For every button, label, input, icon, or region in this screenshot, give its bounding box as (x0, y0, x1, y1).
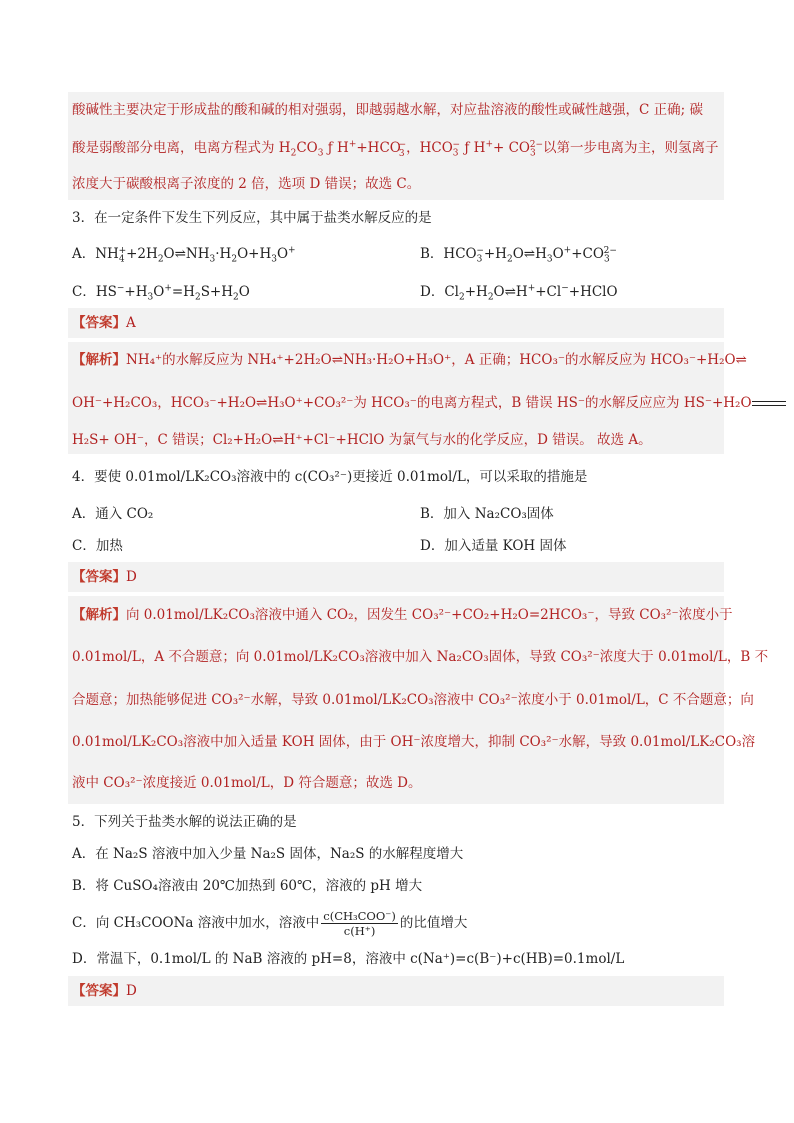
q5-stem: 5．下列关于盐类水解的说法正确的是 (72, 814, 297, 830)
q3-explanation-line-3: H₂S+ OH⁻，C 错误；Cl₂+H₂O⇌H⁺+Cl⁻+HClO 为氯气与水的化学反应，D 错误。 故选 A。 (72, 432, 652, 448)
equilibrium-arrow-icon (752, 399, 786, 408)
q4-option-b: B．加入 Na₂CO₃固体 (420, 506, 554, 522)
prev-explanation-line-3: 浓度大于碳酸根离子浓度的 2 倍，选项 D 错误；故选 C。 (72, 176, 421, 192)
q3-explanation-line-2: OH⁻+H₂CO₃，HCO₃⁻+H₂O⇌H₃O⁺+CO₃²⁻为 HCO₃⁻的电离方程式，B 错误 HS⁻的水解反应应为 HS⁻+H₂O (72, 393, 724, 413)
q5-option-b: B．将 CuSO₄溶液由 20℃加热到 60℃，溶液的 pH 增大 (72, 878, 423, 894)
q4-explanation-line-1: 【解析】向 0.01mol/LK₂CO₃溶液中通入 CO₂，因发生 CO₃²⁻+CO₂+H₂O=2HCO₃⁻，导致 CO₃²⁻浓度小于 (72, 607, 733, 623)
q5-option-a: A．在 Na₂S 溶液中加入少量 Na₂S 固体，Na₂S 的水解程度增大 (72, 846, 464, 862)
q5-option-c: C．向 CH₃COONa 溶液中加水，溶液中 $\frac{\text{c(CH₃COO⁻)}}{c(H^+)}$ 的比值增大 (72, 909, 468, 938)
q3-options-ab (72, 244, 724, 264)
answer-tag: 【答案】 (72, 983, 126, 999)
q4-option-d: D．加入适量 KOH 固体 (420, 538, 567, 554)
q4-explanation-line-3: 合题意；加热能够促进 CO₃²⁻水解，导致 0.01mol/LK₂CO₃溶液中 CO₃²⁻浓度小于 0.01mol/L，C 不合题意；向 (72, 692, 754, 708)
answer-tag: 【答案】 (72, 315, 126, 331)
answer-value: D (126, 983, 137, 999)
q3-stem: 3．在一定条件下发生下列反应，其中属于盐类水解反应的是 (72, 210, 432, 226)
q4-explanation-line-2: 0.01mol/L，A 不合题意；向 0.01mol/LK₂CO₃溶液中加入 Na₂CO₃固体，导致 CO₃²⁻浓度大于 0.01mol/L，B 不 (72, 649, 769, 665)
q3-answer (72, 313, 724, 333)
q4-options-ab (72, 504, 724, 524)
q3-explanation-line-1: 【解析】NH₄⁺的水解反应为 NH₄⁺+2H₂O⇌NH₃·H₂O+H₃O⁺，A 正确；HCO₃⁻的水解反应为 HCO₃⁻+H₂O⇌ (72, 352, 747, 368)
q4-option-a: A．通入 CO₂ (72, 506, 154, 522)
prev-explanation-line-1: 酸碱性主要决定于形成盐的酸和碱的相对强弱，即越弱越水解，对应盐溶液的酸性或碱性越强，C 正确; 碳 (72, 102, 703, 118)
q5-answer (72, 981, 724, 1001)
fraction: $\frac{\text{c(CH₃COO⁻)}}{c(H^+)}$ (323, 909, 396, 938)
q3-option-c: C．$HS^-+H_3O^+=H_2S+H_2O$ (72, 283, 250, 303)
q4-explanation-line-5: 液中 CO₃²⁻浓度接近 0.01mol/L，D 符合题意；故选 D。 (72, 775, 422, 791)
q3-option-b: B．$HCO_3^-+H_2O\rightleftharpoons H_3O^++CO_3^{2-}$ (420, 245, 617, 265)
q4-option-c: C．加热 (72, 538, 123, 554)
q3-option-a: A．$NH_4^++2H_2O\rightleftharpoons NH_3\cdot H_2O+H_3O^+$ (72, 245, 296, 265)
q4-answer (72, 567, 724, 587)
q4-stem: 4．要使 0.01mol/LK₂CO₃溶液中的 c(CO₃²⁻)更接近 0.01mol/L，可以采取的措施是 (72, 469, 588, 485)
q3-options-cd (72, 282, 724, 302)
answer-value: D (126, 569, 137, 585)
q3-option-d: D．$Cl_2+H_2O\rightleftharpoons H^++Cl^-+HClO$ (420, 283, 618, 303)
answer-tag: 【答案】 (72, 569, 126, 585)
q5-option-d: D．常温下，0.1mol/L 的 NaB 溶液的 pH=8，溶液中 c(Na⁺)=c(B⁻)+c(HB)=0.1mol/L (72, 951, 625, 967)
q4-explanation-line-4: 0.01mol/LK₂CO₃溶液中加入适量 KOH 固体，由于 OH⁻浓度增大，抑制 CO₃²⁻水解，导致 0.01mol/LK₂CO₃溶 (72, 734, 756, 750)
prev-explanation-line-2: 酸是弱酸部分电离，电离方程式为 $H_2CO_3$ ƒ $H^++HCO_3^-$，$HCO_3^-$ ƒ $H^++ CO_3^{2-}$以第一步电离为主，则氢离子 (72, 139, 719, 159)
q4-options-cd (72, 536, 724, 556)
answer-value: A (126, 315, 136, 331)
